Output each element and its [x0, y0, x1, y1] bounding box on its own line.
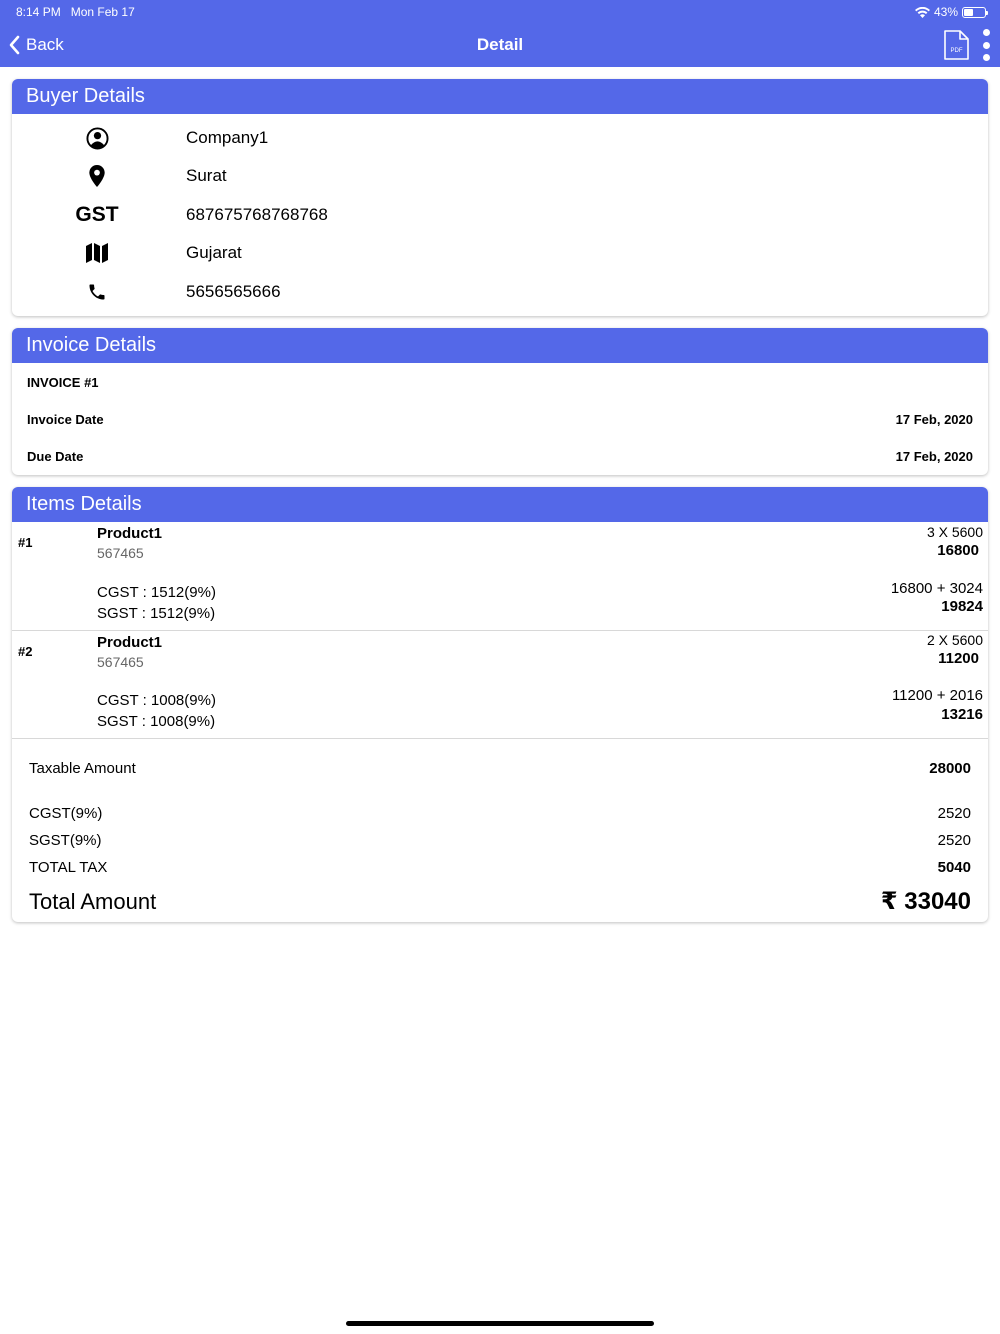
- battery-fill: [964, 9, 973, 16]
- navigation-bar: [0, 0, 1000, 67]
- items-divider: [12, 738, 988, 739]
- item-sum-expression: 16800 + 3024: [890, 580, 983, 597]
- total-tax-value: 5040: [937, 859, 971, 876]
- item-total: 13216: [941, 706, 983, 723]
- home-indicator[interactable]: [346, 1321, 654, 1326]
- sgst-value: 2520: [937, 832, 971, 849]
- item-subtotal: 16800: [937, 542, 979, 559]
- invoice-number: INVOICE #1: [27, 375, 99, 390]
- total-tax-label: TOTAL TAX: [29, 859, 108, 876]
- item-code: 567465: [97, 545, 144, 561]
- due-date-value: 17 Feb, 2020: [895, 449, 973, 464]
- item-number: #2: [18, 644, 33, 659]
- cgst-row: [29, 805, 971, 822]
- taxable-amount-value: 28000: [929, 760, 971, 777]
- due-date-row: [27, 449, 973, 464]
- buyer-company: Company1: [186, 128, 269, 147]
- cgst-value: 2520: [937, 805, 971, 822]
- item-sum-expression: 11200 + 2016: [891, 687, 983, 704]
- buyer-state-row: [12, 234, 988, 272]
- wifi-icon: [915, 7, 930, 18]
- battery-percent: 43%: [933, 5, 958, 19]
- item-qty-price: 2 X 5600: [926, 632, 983, 648]
- invoice-details-header: Invoice Details: [12, 328, 988, 363]
- pdf-icon[interactable]: [943, 30, 969, 60]
- list-item[interactable]: [12, 522, 988, 630]
- invoice-number-row: [27, 375, 973, 390]
- total-tax-row: [29, 859, 971, 876]
- buyer-phone: 5656565666: [186, 282, 281, 301]
- item-sgst: SGST : 1512(9%): [97, 605, 216, 622]
- status-time: [16, 5, 135, 19]
- item-cgst: CGST : 1008(9%): [97, 692, 216, 709]
- invoice-details-card: [12, 328, 988, 475]
- taxable-amount-row: [29, 760, 971, 777]
- status-date: Mon Feb 17: [70, 5, 135, 19]
- sgst-row: [29, 832, 971, 849]
- sgst-label: SGST(9%): [29, 832, 102, 849]
- pdf-icon-label: PDF: [950, 48, 963, 54]
- map-icon: [77, 243, 117, 263]
- item-name: Product1: [97, 525, 163, 542]
- more-dot-icon: [983, 29, 990, 36]
- item-number: #1: [18, 535, 33, 550]
- total-amount-value: ₹ 33040: [880, 888, 971, 915]
- status-clock: 8:14 PM: [16, 5, 61, 19]
- location-pin-icon: [77, 165, 117, 188]
- item-cgst: CGST : 1512(9%): [97, 584, 216, 601]
- buyer-details-card: [12, 79, 988, 316]
- item-code: 567465: [97, 654, 144, 670]
- taxable-amount-label: Taxable Amount: [29, 760, 136, 777]
- total-amount-row: [29, 887, 971, 916]
- phone-icon: [77, 282, 117, 302]
- invoice-date-value: 17 Feb, 2020: [895, 412, 973, 427]
- items-details-card: [12, 487, 988, 922]
- more-dot-icon: [983, 42, 990, 49]
- more-options-button[interactable]: [980, 29, 992, 61]
- total-amount-label: Total Amount: [29, 888, 157, 914]
- buyer-details-header: Buyer Details: [12, 79, 988, 114]
- buyer-gst: 687675768768768: [186, 205, 328, 224]
- gst-label: GST: [75, 203, 119, 226]
- buyer-state: Gujarat: [186, 243, 242, 262]
- status-indicators: [915, 5, 986, 19]
- buyer-city: Surat: [186, 166, 227, 185]
- buyer-phone-row: [12, 273, 988, 311]
- item-subtotal: 11200: [938, 650, 979, 667]
- back-label: Back: [26, 35, 64, 54]
- item-qty-price: 3 X 5600: [926, 524, 983, 540]
- invoice-date-label: Invoice Date: [27, 412, 104, 427]
- item-name: Product1: [97, 634, 163, 651]
- page-title: Detail: [476, 35, 524, 54]
- buyer-company-row: [12, 119, 988, 157]
- battery-icon: [962, 7, 986, 18]
- invoice-date-row: [27, 412, 973, 427]
- buyer-gst-row: [12, 196, 988, 234]
- person-circle-icon: [77, 127, 117, 150]
- cgst-label: CGST(9%): [29, 805, 103, 822]
- buyer-city-row: [12, 157, 988, 195]
- list-item[interactable]: [12, 631, 988, 739]
- more-dot-icon: [983, 54, 990, 61]
- due-date-label: Due Date: [27, 449, 84, 464]
- items-details-header: Items Details: [12, 487, 988, 522]
- item-total: 19824: [941, 598, 983, 615]
- item-sgst: SGST : 1008(9%): [97, 713, 216, 730]
